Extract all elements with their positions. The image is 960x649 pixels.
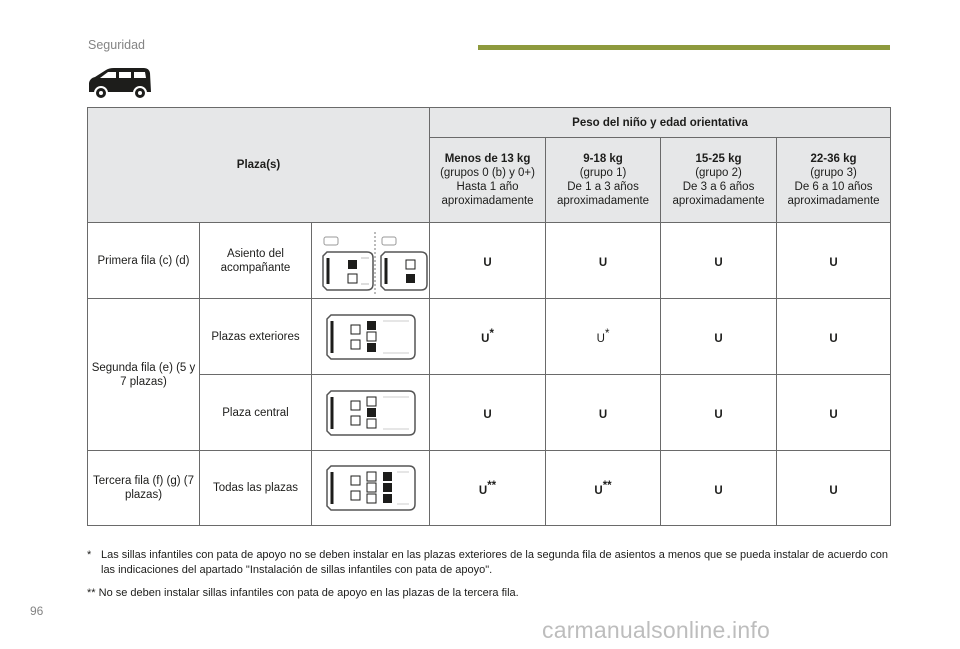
group-name: (grupos 0 (b) y 0+) bbox=[440, 167, 535, 179]
value-sup: * bbox=[604, 328, 610, 341]
value-cell bbox=[546, 375, 661, 451]
child-seat-table bbox=[87, 107, 891, 526]
group-approx: aproximadamente bbox=[557, 195, 650, 207]
value-cell bbox=[777, 375, 891, 451]
group-approx: aproximadamente bbox=[787, 195, 880, 207]
value-letter: U bbox=[714, 256, 723, 269]
value-cell bbox=[546, 451, 661, 526]
group-age: De 3 a 6 años bbox=[682, 181, 755, 193]
value-letter: U bbox=[594, 484, 603, 497]
value-letter: U bbox=[829, 332, 838, 345]
section-title: Seguridad bbox=[88, 38, 145, 52]
page-number: 96 bbox=[30, 604, 44, 618]
group-weight: Menos de 13 kg bbox=[444, 153, 531, 165]
seat-diagram-cell bbox=[312, 299, 430, 375]
value-cell bbox=[546, 223, 661, 299]
value-letter: U bbox=[829, 408, 838, 421]
value-cell bbox=[661, 451, 777, 526]
group-header bbox=[661, 138, 777, 223]
value-cell bbox=[430, 375, 546, 451]
table-row bbox=[88, 223, 891, 299]
value-letter: U bbox=[714, 408, 723, 421]
value-cell bbox=[430, 299, 546, 375]
footnote-1 bbox=[87, 548, 897, 577]
value-letter: U bbox=[483, 256, 492, 269]
seat-label: Plaza central bbox=[200, 375, 312, 451]
table-row bbox=[88, 451, 891, 526]
seat-label: Plazas exteriores bbox=[200, 299, 312, 375]
row-label: Tercera fila (f) (g) (7 plazas) bbox=[88, 451, 200, 526]
value-cell bbox=[661, 299, 777, 375]
group-header bbox=[430, 138, 546, 223]
value-sup: ** bbox=[602, 479, 612, 492]
value-cell bbox=[430, 451, 546, 526]
place-header: Plaza(s) bbox=[88, 108, 430, 223]
row-label: Segunda fila (e) (5 y 7 plazas) bbox=[88, 299, 200, 451]
footnote-1-text: Las sillas infantiles con pata de apoyo no se deben instalar en las plazas exteriores de la segunda fila de asientos a menos que se pueda instalar de acuerdo con las indicaciones del apartado "Instalación de sillas infantiles con pata de apoyo". bbox=[101, 549, 889, 576]
group-age: De 1 a 3 años bbox=[567, 181, 639, 193]
value-letter: U bbox=[483, 408, 492, 421]
value-letter: U bbox=[829, 484, 838, 497]
group-age: Hasta 1 año bbox=[456, 181, 519, 193]
row-label: Primera fila (c) (d) bbox=[88, 223, 200, 299]
third-row-diagram bbox=[321, 458, 421, 518]
value-letter: U bbox=[714, 484, 723, 497]
value-letter: U bbox=[598, 256, 608, 269]
watermark: carmanualsonline.info bbox=[542, 617, 770, 643]
footnote-1-mark: * bbox=[87, 549, 92, 561]
table-row bbox=[88, 375, 891, 451]
group-name: (grupo 2) bbox=[695, 167, 742, 179]
group-weight: 22-36 kg bbox=[810, 153, 857, 165]
second-row-outer-diagram bbox=[321, 307, 421, 367]
value-letter: U bbox=[481, 332, 490, 345]
value-cell bbox=[430, 223, 546, 299]
value-cell bbox=[546, 299, 661, 375]
value-letter: U bbox=[714, 332, 723, 345]
seat-label: Asiento del acompañante bbox=[200, 223, 312, 299]
group-name: (grupo 1) bbox=[579, 167, 627, 179]
table-row bbox=[88, 299, 891, 375]
value-letter: U bbox=[598, 408, 608, 421]
value-cell bbox=[661, 223, 777, 299]
value-cell bbox=[661, 375, 777, 451]
weight-header: Peso del niño y edad orientativa bbox=[430, 108, 891, 138]
footnote-2-mark: ** bbox=[87, 587, 96, 599]
value-sup: ** bbox=[487, 479, 497, 492]
footnote-2-text: No se deben instalar sillas infantiles con pata de apoyo en las plazas de la tercera fila. bbox=[98, 587, 519, 599]
value-sup: * bbox=[489, 328, 494, 341]
group-header bbox=[777, 138, 891, 223]
seat-diagram-cell bbox=[312, 223, 430, 299]
seat-diagram-cell bbox=[312, 451, 430, 526]
value-cell bbox=[777, 223, 891, 299]
group-weight: 15-25 kg bbox=[695, 153, 742, 165]
group-weight: 9-18 kg bbox=[583, 153, 623, 165]
footnote-2 bbox=[87, 586, 519, 601]
seat-diagram-cell bbox=[312, 375, 430, 451]
value-cell bbox=[777, 451, 891, 526]
group-approx: aproximadamente bbox=[441, 195, 534, 207]
group-age: De 6 a 10 años bbox=[794, 181, 873, 193]
value-letter: U bbox=[596, 332, 605, 345]
vehicle-icon bbox=[86, 66, 154, 100]
group-header bbox=[546, 138, 661, 223]
value-letter: U bbox=[829, 256, 838, 269]
value-cell bbox=[777, 299, 891, 375]
front-seat-diagram bbox=[313, 226, 429, 296]
value-letter: U bbox=[478, 484, 488, 497]
seat-label: Todas las plazas bbox=[200, 451, 312, 526]
group-approx: aproximadamente bbox=[672, 195, 765, 207]
second-row-center-diagram bbox=[321, 383, 421, 443]
header-accent-bar bbox=[478, 45, 890, 50]
group-name: (grupo 3) bbox=[810, 167, 857, 179]
